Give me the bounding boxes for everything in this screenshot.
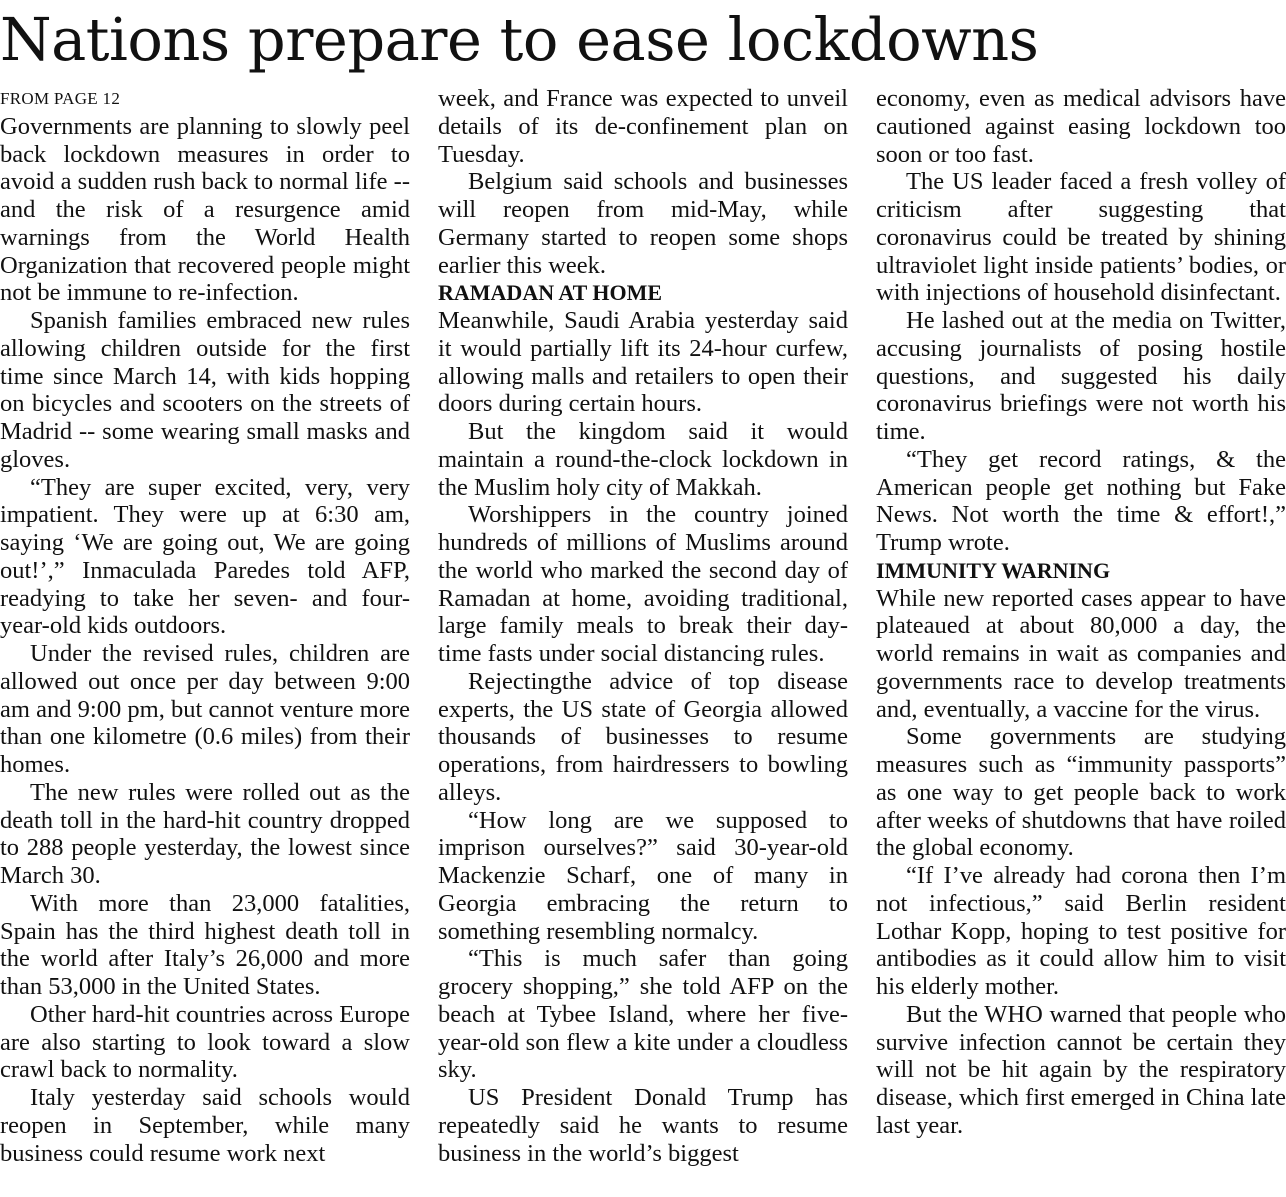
paragraph: “If I’ve already had corona then I’m not infectious,” said Berlin resident Lothar Kopp, hoping to test positive for antibodies as it could allow him to visit his elderly mother. [876, 862, 1286, 1000]
continuation-kicker: FROM PAGE 12 [0, 89, 121, 108]
paragraph: Meanwhile, Saudi Arabia yesterday said it would partially lift its 24-hour curfew, allowing malls and retailers to open their doors during certain hours. [438, 307, 848, 418]
paragraph: Worshippers in the country joined hundreds of millions of Muslims around the world who marked the second day of Ramadan at home, avoiding traditional, large family meals to break their day-time fasts under social distancing rules. [438, 501, 848, 667]
paragraph: The new rules were rolled out as the death toll in the hard-hit country dropped to 288 people yesterday, the lowest since March 30. [0, 778, 410, 889]
paragraph: week, and France was expected to unveil details of its de-confinement plan on Tuesday. [438, 85, 848, 168]
paragraph: With more than 23,000 fatalities, Spain has the third highest death toll in the world after Italy’s 26,000 and more than 53,000 in the United States. [0, 889, 410, 1000]
paragraph: Other hard-hit countries across Europe are also starting to look toward a slow crawl back to normality. [0, 1000, 410, 1084]
paragraph: Under the revised rules, children are allowed out once per day between 9:00 am and 9:00 pm, but cannot venture more than one kilometre (0.6 miles) from their homes. [0, 640, 410, 778]
paragraph: He lashed out at the media on Twitter, accusing journalists of posing hostile questions, and suggested his daily coronavirus briefings were not worth his time. [876, 307, 1286, 445]
paragraph: Belgium said schools and businesses will reopen from mid-May, while Germany started to reopen some shops earlier this week. [438, 168, 848, 279]
paragraph: The US leader faced a fresh volley of criticism after suggesting that coronavirus could be treated by shining ultraviolet light inside patients’ bodies, or with injections of household disinfectant. [876, 168, 1286, 307]
paragraph: While new reported cases appear to have plateaued at about 80,000 a day, the world remains in wait as companies and governments race to develop treatments and, eventually, a vaccine for the virus. [876, 584, 1286, 723]
article-column-3 [876, 85, 1286, 1140]
paragraph: But the WHO warned that people who survive infection cannot be certain they will not be hit again by the respiratory disease, which first emerged in China late last year. [876, 1000, 1286, 1139]
article-column-1 [0, 85, 410, 1167]
paragraph: US President Donald Trump has repeatedly said he wants to resume business in the world’s biggest [438, 1084, 848, 1167]
paragraph: Some governments are studying measures such as “immunity passports” as one way to get people back to work after weeks of shutdowns that have roiled the global economy. [876, 723, 1286, 862]
paragraph: “This is much safer than going grocery shopping,” she told AFP on the beach at Tybee Island, where her five-year-old son flew a kite under a cloudless sky. [438, 945, 848, 1084]
subhead-immunity: IMMUNITY WARNING [876, 557, 1111, 583]
paragraph: But the kingdom said it would maintain a round-the-clock lockdown in the Muslim holy city of Makkah. [438, 418, 848, 501]
paragraph: economy, even as medical advisors have cautioned against easing lockdown too soon or too fast. [876, 85, 1286, 168]
article-column-2 [438, 85, 848, 1167]
paragraph: “They get record ratings, & the American people get nothing but Fake News. Not worth the time & effort!,” Trump wrote. [876, 445, 1286, 556]
paragraph: Spanish families embraced new rules allowing children outside for the first time since March 14, with kids hopping on bicycles and scooters on the streets of Madrid -- some wearing small masks and gloves. [0, 307, 410, 473]
headline: Nations prepare to ease lockdowns [0, 5, 1039, 74]
paragraph: Italy yesterday said schools would reopen in September, while many business could resume work next [0, 1084, 410, 1167]
paragraph: Rejectingthe advice of top disease experts, the US state of Georgia allowed thousands of businesses to resume operations, from hairdressers to bowling alleys. [438, 667, 848, 806]
paragraph: “They are super excited, very, very impatient. They were up at 6:30 am, saying ‘We are going out, We are going out!’,” Inmaculada Paredes told AFP, readying to take her seven- and four-year-old kids outdoors. [0, 473, 410, 640]
paragraph: Governments are planning to slowly peel back lockdown measures in order to avoid a sudden rush back to normal life -- and the risk of a resurgence amid warnings from the World Health Organization that recovered people might not be immune to re-infection. [0, 112, 410, 307]
paragraph: “How long are we supposed to imprison ourselves?” said 30-year-old Mackenzie Scharf, one of many in Georgia embracing the return to something resembling normalcy. [438, 806, 848, 945]
subhead-ramadan: RAMADAN AT HOME [438, 280, 663, 306]
